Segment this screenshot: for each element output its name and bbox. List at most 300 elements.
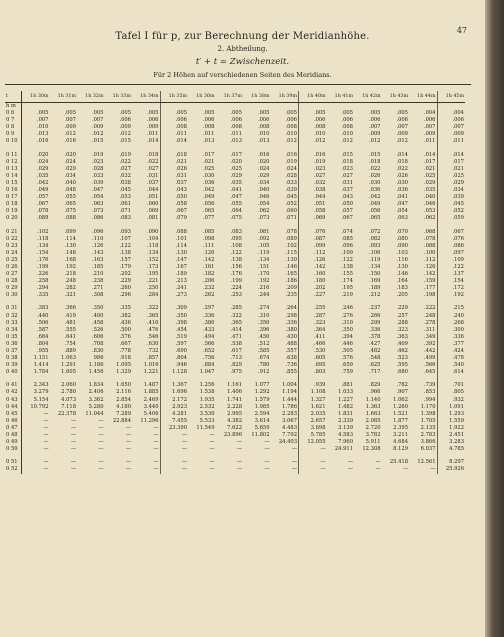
table-cell: .075: [230, 215, 242, 222]
table-cell: 2.469: [132, 397, 160, 404]
table-cell: .192: [64, 263, 76, 270]
table-cell: .017: [202, 151, 215, 158]
table-cell: .617: [230, 348, 242, 354]
table-row: [5, 229, 465, 236]
table-cell: 8.297: [449, 459, 464, 466]
table-cell: .029: [64, 165, 76, 172]
table-cell: 1.559: [449, 417, 464, 424]
table-cell: .106: [368, 249, 381, 256]
table-cell: .630: [132, 341, 160, 348]
table-cell: —: [264, 466, 270, 473]
table-cell: .007: [396, 124, 408, 131]
table-cell: .202: [119, 271, 131, 278]
table-cell: 1.834: [88, 382, 104, 389]
table-cell: —: [125, 466, 131, 473]
table-cell: [22, 103, 50, 111]
table-cell: .021: [202, 158, 215, 165]
table-cell: .029: [452, 179, 464, 186]
table-cell: .163: [91, 256, 104, 263]
table-cell: .006: [119, 117, 131, 124]
table-cell: .264: [271, 305, 299, 312]
table-cell: 12.308: [362, 446, 381, 453]
table-cell: .092: [257, 235, 270, 242]
table-cell: .018: [396, 158, 408, 165]
table-cell: .029: [36, 165, 49, 172]
table-cell: .212: [368, 292, 381, 299]
table-cell: .380: [271, 327, 299, 334]
row-argument: 0 48: [5, 432, 22, 439]
table-cell: 25.926: [445, 466, 464, 473]
table-cell: .229: [119, 278, 131, 285]
row-argument: 0 24: [5, 250, 22, 257]
table-cell: .040: [409, 194, 437, 201]
table-cell: .130: [396, 263, 408, 270]
table-cell: .006: [452, 117, 464, 124]
table-cell: .029: [230, 172, 242, 179]
table-row: [5, 201, 465, 208]
table-cell: 1.062: [393, 396, 408, 403]
table-cell: .020: [230, 158, 242, 165]
table-cell: .739: [409, 382, 437, 389]
formula: t′ + t = Zwischenzeit.: [195, 57, 290, 67]
table-cell: .088: [175, 228, 187, 235]
table-cell: 1.705: [409, 418, 437, 425]
table-cell: .161: [202, 263, 215, 270]
table-cell: —: [98, 466, 104, 473]
table-cell: .756: [202, 355, 215, 362]
table-cell: .016: [271, 152, 299, 159]
table-row: [5, 257, 465, 264]
table-cell: .308: [91, 292, 104, 299]
table-cell: .363: [396, 333, 408, 340]
table-row: [5, 334, 465, 341]
table-cell: .008: [271, 124, 299, 131]
table-cell: 7.792: [271, 432, 299, 439]
table-cell: 1.151: [33, 355, 49, 362]
table-cell: —: [347, 459, 353, 466]
table-cell: .488: [271, 341, 299, 348]
table-cell: —: [132, 439, 160, 446]
table-cell: .078: [271, 229, 299, 236]
table-row: [5, 236, 465, 243]
table-cell: .007: [64, 117, 76, 124]
table-cell: .394: [341, 333, 353, 340]
table-cell: .625: [368, 362, 381, 369]
table-cell: [188, 103, 216, 111]
table-cell: .605: [313, 355, 326, 362]
table-cell: .126: [409, 264, 437, 271]
table-cell: .804: [36, 340, 49, 347]
table-cell: .088: [64, 215, 76, 222]
table-row: [5, 425, 465, 432]
table-cell: .007: [368, 124, 381, 131]
table-cell: .006: [271, 117, 299, 124]
table-cell: .011: [175, 131, 187, 138]
table-cell: .080: [396, 235, 408, 242]
table-cell: .007: [409, 124, 437, 131]
table-cell: .830: [91, 348, 104, 354]
table-cell: 1.227: [338, 396, 353, 403]
table-cell: 1.922: [449, 424, 464, 431]
table-cell: [437, 103, 465, 111]
table-cell: .030: [368, 179, 381, 186]
table-cell: .023: [341, 165, 353, 172]
table-cell: 2.283: [271, 411, 299, 418]
table-cell: .011: [202, 131, 215, 138]
table-cell: —: [375, 466, 381, 473]
table-cell: .076: [452, 235, 464, 242]
table-row: [5, 320, 465, 327]
table-cell: .512: [257, 340, 270, 347]
table-cell: .057: [36, 194, 49, 201]
table-cell: .209: [271, 285, 299, 292]
table-cell: .054: [257, 201, 270, 208]
table-cell: .122: [230, 249, 242, 256]
table-cell: .829: [230, 362, 242, 369]
table-cell: .103: [396, 249, 408, 256]
table-cell: 11.044: [85, 410, 104, 417]
table-cell: 1.063: [61, 355, 76, 362]
table-cell: .159: [409, 278, 437, 285]
table-cell: .074: [341, 228, 353, 235]
table-cell: —: [43, 410, 49, 417]
table-cell: —: [98, 432, 104, 439]
row-argument: 0 30: [5, 292, 22, 299]
table-row: [5, 159, 465, 166]
column-header: 1h 37m: [216, 91, 244, 103]
table-cell: .078: [36, 208, 49, 215]
table-cell: 2.657: [310, 417, 326, 424]
table-cell: .096: [341, 242, 353, 249]
table-cell: .024: [257, 165, 270, 172]
table-cell: .054: [91, 194, 104, 201]
table-cell: .045: [119, 187, 131, 194]
row-argument: 0 27: [5, 271, 22, 278]
table-cell: .185: [91, 263, 104, 270]
table-cell: .099: [313, 242, 326, 249]
table-cell: .008: [313, 124, 326, 131]
table-cell: .732: [132, 348, 160, 355]
table-cell: .046: [257, 194, 270, 201]
table-cell: 2.116: [116, 389, 131, 396]
table-cell: .093: [119, 228, 131, 235]
table-cell: .701: [452, 382, 464, 389]
table-cell: 2.995: [227, 410, 242, 417]
table-cell: .226: [36, 271, 49, 278]
table-cell: .043: [341, 194, 353, 201]
table-cell: .759: [341, 369, 353, 376]
table-cell: .271: [91, 285, 104, 292]
table-cell: .829: [368, 382, 381, 389]
table-cell: .027: [119, 165, 131, 172]
column-header: 1h 30m: [22, 91, 50, 103]
table-cell: .115: [271, 250, 299, 257]
table-cell: .029: [409, 180, 437, 187]
table-cell: .090: [396, 242, 408, 249]
table-cell: .035: [36, 172, 49, 179]
table-cell: .101: [175, 235, 187, 242]
table-cell: .006: [257, 117, 270, 124]
table-cell: .499: [409, 355, 437, 362]
table-cell: 1.784: [33, 369, 49, 376]
table-cell: .436: [119, 319, 131, 326]
table-cell: —: [209, 466, 215, 473]
table-cell: .052: [271, 201, 299, 208]
table-cell: .047: [230, 194, 242, 201]
table-cell: .262: [202, 292, 215, 299]
table-cell: [382, 103, 410, 111]
row-argument: 0 32: [5, 313, 22, 320]
row-argument: 0 8: [5, 124, 22, 131]
row-argument: 0 31: [5, 305, 22, 312]
table-cell: .012: [313, 138, 326, 145]
table-cell: .102: [36, 228, 49, 235]
table-cell: .695: [313, 362, 326, 369]
row-argument: 0 11: [5, 152, 22, 159]
table-cell: 7.455: [172, 417, 187, 424]
table-cell: —: [271, 446, 299, 453]
table-cell: .118: [36, 235, 49, 242]
table-cell: [271, 103, 299, 111]
table-cell: .058: [175, 201, 187, 208]
table-cell: .227: [313, 292, 326, 299]
table-cell: .062: [257, 208, 270, 215]
table-cell: .202: [313, 285, 326, 292]
table-cell: .044: [132, 187, 160, 194]
table-cell: .160: [313, 271, 326, 278]
table-cell: .041: [230, 187, 242, 194]
table-cell: 5.911: [365, 439, 381, 446]
table-cell: 1.363: [365, 403, 381, 410]
table-cell: .070: [396, 228, 408, 235]
table-cell: .031: [132, 173, 160, 180]
table-cell: .111: [202, 242, 215, 249]
table-cell: .032: [313, 179, 326, 186]
table-cell: .034: [64, 172, 76, 179]
table-cell: .151: [257, 263, 270, 270]
table-cell: .089: [271, 236, 299, 243]
table-cell: 1.650: [116, 382, 131, 389]
table-cell: .081: [132, 215, 160, 222]
table-cell: .195: [132, 271, 160, 278]
table-cell: .238: [91, 278, 104, 285]
table-cell: —: [320, 446, 326, 453]
table-cell: 3.211: [393, 432, 408, 439]
table-cell: 1.579: [254, 396, 270, 403]
table-cell: .049: [36, 187, 49, 194]
table-cell: .009: [368, 131, 381, 138]
table-cell: .222: [409, 305, 437, 312]
table-cell: 1.095: [116, 362, 131, 369]
table-cell: .014: [175, 138, 187, 145]
table-cell: .019: [91, 151, 104, 158]
table-row: [5, 208, 465, 215]
table-cell: —: [236, 446, 242, 453]
table-cell: 2.060: [61, 382, 76, 389]
table-cell: .195: [341, 285, 353, 292]
table-cell: .323: [396, 326, 408, 333]
table-cell: .022: [368, 165, 381, 172]
table-row: [5, 341, 465, 348]
table-cell: .052: [452, 208, 464, 215]
table-cell: .024: [36, 158, 49, 165]
table-cell: .221: [132, 278, 160, 285]
table-cell: .146: [271, 264, 299, 271]
table-cell: .378: [368, 333, 381, 340]
table-cell: .932: [452, 396, 464, 403]
table-cell: .471: [230, 333, 242, 340]
table-cell: —: [375, 459, 381, 466]
table-cell: .138: [341, 263, 353, 270]
row-argument: 0 6: [5, 110, 22, 117]
row-argument: 0 50: [5, 446, 22, 453]
table-cell: .007: [91, 117, 104, 124]
table-row: [5, 418, 465, 425]
table-cell: .396: [257, 326, 270, 333]
table-cell: .056: [368, 208, 381, 215]
table-cell: .350: [175, 312, 187, 319]
table-cell: .130: [64, 242, 76, 249]
table-cell: 7.118: [61, 403, 76, 410]
table-cell: [132, 103, 160, 111]
table-cell: 1.016: [132, 362, 160, 369]
table-cell: .057: [341, 208, 353, 215]
table-cell: .778: [119, 348, 131, 354]
table-cell: .300: [452, 326, 464, 333]
table-cell: 3.139: [338, 424, 353, 431]
table-cell: .027: [341, 172, 353, 179]
table-cell: .142: [202, 256, 215, 263]
table-cell: 1.128: [172, 369, 187, 376]
table-cell: 1.444: [271, 397, 299, 404]
table-cell: .276: [341, 312, 353, 319]
table-cell: .805: [452, 389, 464, 396]
table-cell: 1.605: [61, 369, 76, 376]
table-cell: .007: [36, 117, 49, 124]
table-cell: .122: [119, 242, 131, 249]
table-cell: .100: [409, 250, 437, 257]
table-cell: .006: [230, 117, 242, 124]
table-row: [5, 285, 465, 292]
table-cell: 2.035: [310, 410, 326, 417]
table-cell: .005: [257, 110, 270, 117]
table-cell: —: [271, 466, 299, 473]
table-cell: .015: [368, 151, 381, 158]
table-cell: 23.390: [168, 424, 187, 431]
table-cell: .017: [230, 151, 242, 158]
table-cell: .037: [132, 180, 160, 187]
table-cell: 2.783: [409, 432, 437, 439]
table-cell: .020: [36, 151, 49, 158]
table-cell: [77, 103, 105, 111]
table-cell: .018: [175, 151, 187, 158]
table-cell: .142: [313, 263, 326, 270]
table-cell: .005: [132, 110, 160, 117]
table-subtitle: Für 2 Höhen auf verschiedenen Seiten des Meridians.: [153, 71, 332, 79]
table-cell: —: [98, 446, 104, 453]
table-cell: .126: [313, 256, 326, 263]
table-row: [5, 348, 465, 355]
table-cell: .576: [341, 355, 353, 362]
table-cell: .065: [368, 215, 381, 222]
table-cell: 5.785: [310, 432, 326, 439]
table-cell: 4.281: [172, 410, 187, 417]
table-cell: 4.180: [116, 403, 131, 410]
table-cell: .804: [175, 355, 187, 362]
table-cell: —: [98, 417, 104, 424]
table-cell: .156: [230, 263, 242, 270]
table-row: [5, 439, 465, 446]
table-cell: .055: [64, 194, 76, 201]
table-cell: .138: [119, 249, 131, 256]
table-cell: .955: [36, 348, 49, 354]
table-cell: .614: [452, 369, 464, 376]
table-cell: .526: [91, 326, 104, 333]
row-argument: 0 29: [5, 285, 22, 292]
table-cell: .322: [230, 312, 242, 319]
table-cell: .555: [64, 326, 76, 333]
column-header: 1h 35m: [160, 91, 188, 103]
table-cell: —: [70, 432, 76, 439]
table-cell: .025: [230, 165, 242, 172]
table-row: [5, 264, 465, 271]
table-cell: .016: [64, 138, 76, 145]
row-argument: 0 43: [5, 397, 22, 404]
table-cell: 2.172: [172, 396, 187, 403]
table-cell: .310: [257, 312, 270, 319]
table-cell: —: [43, 439, 49, 446]
table-cell: —: [125, 439, 131, 446]
table-cell: .645: [409, 369, 437, 376]
table-cell: 2.406: [88, 389, 104, 396]
table-cell: .365: [230, 319, 242, 326]
table-row: [5, 117, 465, 124]
table-cell: .336: [452, 333, 464, 340]
table-cell: —: [181, 446, 187, 453]
table-cell: .040: [257, 187, 270, 194]
table-cell: .383: [36, 305, 49, 312]
table-cell: 3.362: [88, 396, 104, 403]
table-cell: —: [43, 424, 49, 431]
section-label: 2. Abtheilung.: [217, 45, 268, 53]
table-cell: 2.780: [61, 389, 76, 396]
table-row: [5, 466, 465, 473]
column-header: 1h 40m: [299, 91, 327, 103]
table-cell: .023: [91, 158, 104, 165]
table-row: [5, 411, 465, 418]
table-cell: 1.004: [271, 382, 299, 389]
table-cell: .013: [257, 138, 270, 145]
table-cell: .717: [368, 369, 381, 376]
table-cell: .442: [409, 348, 437, 355]
table-cell: 2.395: [393, 424, 408, 431]
table-cell: —: [271, 459, 299, 466]
table-cell: .260: [119, 285, 131, 292]
table-cell: .466: [313, 340, 326, 347]
table-title: Tafel I für p, zur Berechnung der Meridianhöhe.: [115, 31, 370, 42]
table-cell: .102: [271, 243, 299, 250]
table-cell: 1.194: [271, 389, 299, 396]
table-cell: .034: [452, 187, 464, 194]
table-cell: 1.935: [199, 396, 215, 403]
table-cell: .213: [175, 278, 187, 285]
table-cell: .093: [368, 242, 381, 249]
table-cell: 1.831: [338, 410, 353, 417]
table-cell: .061: [119, 201, 131, 208]
row-argument: h m: [5, 103, 22, 111]
table-cell: 1.663: [365, 410, 381, 417]
table-cell: —: [70, 439, 76, 446]
